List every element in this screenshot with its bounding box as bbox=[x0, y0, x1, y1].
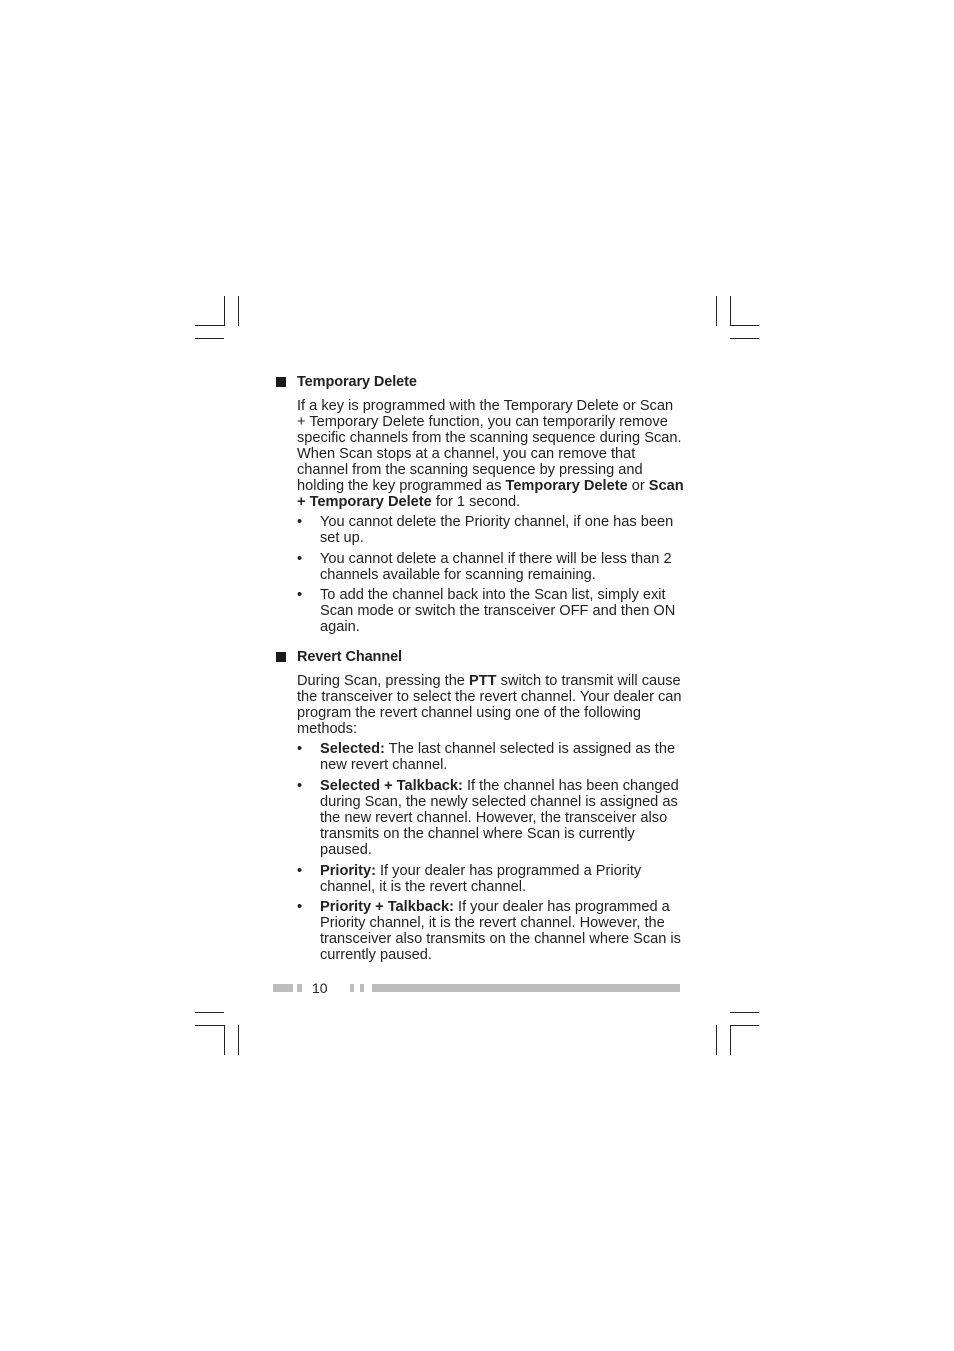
square-bullet-icon bbox=[276, 377, 286, 387]
bullet-dot-icon: • bbox=[297, 550, 303, 567]
footer-bar-segment bbox=[350, 984, 354, 992]
bullet-list bbox=[297, 741, 684, 963]
bold-text-run: Selected + Talkback: bbox=[320, 778, 463, 795]
page-footer bbox=[273, 979, 683, 997]
bullet-dot-icon: • bbox=[297, 778, 303, 795]
text-run: You cannot delete the Priority channel, if one has been set up. bbox=[320, 514, 674, 546]
text-run: During Scan, pressing the bbox=[297, 673, 469, 690]
footer-bar-segment bbox=[273, 984, 293, 992]
crop-mark bbox=[716, 296, 717, 326]
crop-mark bbox=[730, 338, 759, 339]
bold-text-run: Priority + Talkback: bbox=[320, 899, 454, 916]
crop-mark bbox=[238, 296, 239, 326]
section-title: Temporary Delete bbox=[297, 374, 417, 390]
bullet-dot-icon: • bbox=[297, 741, 303, 758]
crop-mark bbox=[730, 1012, 759, 1013]
bullet-dot-icon: • bbox=[297, 587, 303, 604]
crop-mark bbox=[730, 296, 731, 326]
page-content bbox=[274, 372, 684, 975]
section-paragraph bbox=[297, 673, 684, 737]
footer-bar-segment bbox=[297, 984, 302, 992]
section-heading bbox=[274, 372, 684, 392]
text-run: If your dealer has programmed a Priority channel, it is the revert channel. bbox=[320, 862, 642, 895]
footer-bar-segment bbox=[372, 984, 680, 992]
bullet-dot-icon: • bbox=[297, 514, 303, 530]
bullet-list bbox=[297, 514, 684, 635]
bullet-dot-icon: • bbox=[297, 862, 303, 879]
text-run: If a key is programmed with the Temporary Delete or Scan + Temporary Delete function, you can temporarily remove specific channels from the scanning sequence during Scan. When Scan stops at a channel, you can remove that channel from the scanning sequence by pressing and holding the key programmed as bbox=[297, 398, 682, 494]
bold-text-run: Priority: bbox=[320, 862, 376, 879]
crop-mark bbox=[730, 325, 759, 326]
crop-mark bbox=[224, 296, 225, 326]
bold-text-run: Scan + Temporary Delete bbox=[297, 478, 684, 510]
bold-text-run: Selected: bbox=[320, 741, 385, 758]
text-run: If your dealer has programmed a Priority channel, it is the revert channel. However, the transceiver also transmits on the channel where Scan is currently paused. bbox=[320, 899, 681, 964]
crop-mark bbox=[195, 1025, 224, 1026]
text-run: or bbox=[627, 478, 649, 494]
text-run: If the channel has been changed during Scan, the newly selected channel is assigned as the new revert channel. However, the transceiver also transmits on the channel where Scan is currently paused. bbox=[320, 778, 679, 859]
crop-mark bbox=[195, 325, 224, 326]
bold-text-run: PTT bbox=[468, 673, 497, 690]
crop-mark bbox=[716, 1025, 717, 1055]
section-heading bbox=[274, 647, 684, 667]
list-item bbox=[297, 778, 684, 858]
list-item bbox=[297, 551, 684, 583]
list-item bbox=[297, 741, 684, 773]
text-run: To add the channel back into the Scan list, simply exit Scan mode or switch the transceiver OFF and then ON again. bbox=[320, 587, 676, 636]
list-item bbox=[297, 587, 684, 635]
bullet-dot-icon: • bbox=[297, 899, 303, 916]
footer-bar-segment bbox=[360, 984, 364, 992]
text-run: for 1 second. bbox=[431, 494, 521, 510]
section-title: Revert Channel bbox=[297, 649, 402, 666]
text-run: You cannot delete a channel if there will be less than 2 channels available for scanning remaining. bbox=[320, 550, 672, 583]
crop-mark bbox=[224, 1025, 225, 1055]
square-bullet-icon bbox=[276, 652, 286, 662]
section-paragraph bbox=[297, 398, 684, 510]
crop-mark bbox=[238, 1025, 239, 1055]
text-run: switch to transmit will cause the transceiver to select the revert channel. Your dealer can program the revert channel using one of the following methods: bbox=[297, 673, 682, 738]
crop-mark bbox=[730, 1025, 759, 1026]
crop-mark bbox=[730, 1025, 731, 1055]
text-run: The last channel selected is assigned as the new revert channel. bbox=[320, 741, 676, 774]
list-item bbox=[297, 514, 684, 546]
page-number: 10 bbox=[312, 980, 328, 996]
crop-mark bbox=[195, 338, 224, 339]
list-item bbox=[297, 899, 684, 963]
crop-mark bbox=[195, 1012, 224, 1013]
list-item bbox=[297, 863, 684, 895]
bold-text-run: Temporary Delete bbox=[505, 478, 628, 494]
